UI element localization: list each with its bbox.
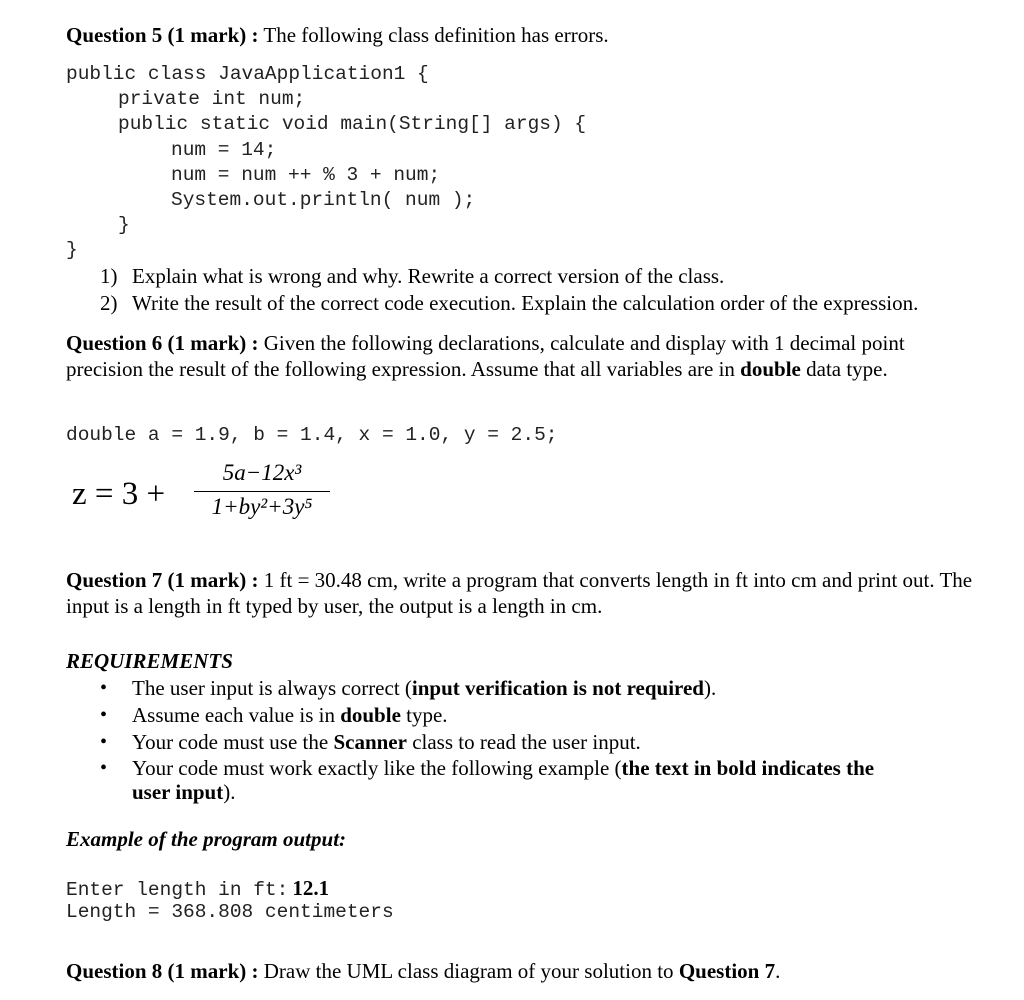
q8-text-b: . <box>775 959 781 983</box>
code-line-4: num = 14; <box>171 139 277 161</box>
q6-line-2 <box>66 356 888 382</box>
q5-item-2 <box>100 290 118 316</box>
q5-item-1-text: Explain what is wrong and why. Rewrite a correct version of the class. <box>132 264 725 288</box>
q6-line-1 <box>66 330 905 356</box>
req3-text-b: class to read the user input. <box>412 730 641 754</box>
q6-text-1: Given the following declarations, calculate and display with 1 decimal point <box>263 331 905 355</box>
code-line-1: public class JavaApplication1 { <box>66 63 429 85</box>
q8-heading: Question 8 (1 mark) : <box>66 959 259 983</box>
q5-heading: Question 5 (1 mark) : <box>66 23 259 47</box>
req1-text-b: ). <box>703 676 717 700</box>
requirement-4-line-2 <box>132 779 235 805</box>
q7-heading: Question 7 (1 mark) : <box>66 568 259 592</box>
requirement-2 <box>132 702 448 728</box>
q5-text: The following class definition has errors. <box>263 23 609 47</box>
q8-text-a: Draw the UML class diagram of your solution to <box>263 959 674 983</box>
q5-item-1 <box>100 263 118 289</box>
requirement-1 <box>132 675 716 701</box>
code-line-8: } <box>66 239 78 261</box>
formula-denominator: 1+by²+3y⁵ <box>211 494 313 519</box>
req4-text-b: ). <box>223 780 236 804</box>
requirement-3 <box>132 729 641 755</box>
code-line-7: } <box>118 214 130 236</box>
code-line-5: num = num ++ % 3 + num; <box>171 164 441 186</box>
q7-line-1 <box>66 567 972 593</box>
example-output-line-1 <box>66 875 329 903</box>
req4-bold-2: user input <box>132 780 224 804</box>
q8-bold: Question 7 <box>678 959 776 983</box>
q7-text-1: 1 ft = 30.48 cm, write a program that converts length in ft into cm and print out. The <box>263 568 973 592</box>
code-line-2: private int num; <box>118 88 306 110</box>
q7-text-2: input is a length in ft typed by user, the output is a length in cm. <box>66 594 603 618</box>
q6-heading: Question 6 (1 mark) : <box>66 331 259 355</box>
bullet-icon: • <box>100 677 108 699</box>
example-title: Example of the program output: <box>66 827 347 851</box>
q5-heading-line <box>66 22 609 48</box>
example-prompt: Enter length in ft: <box>66 879 289 901</box>
formula-lhs-text: z = 3 + <box>72 476 166 512</box>
bullet-icon: • <box>100 757 108 779</box>
q5-item-1-number: 1) <box>100 264 118 288</box>
requirements-title: REQUIREMENTS <box>66 649 233 673</box>
req3-bold: Scanner <box>333 730 407 754</box>
req3-text-a: Your code must use the <box>132 730 329 754</box>
fraction-bar <box>194 491 330 492</box>
bullet-icon: • <box>100 731 108 753</box>
code-line-3: public static void main(String[] args) { <box>118 113 587 135</box>
q8-line <box>66 958 780 984</box>
req4-bold-1: the text in bold indicates the <box>621 756 875 780</box>
q5-item-2-number: 2) <box>100 291 118 315</box>
q5-item-2-text: Write the result of the correct code execution. Explain the calculation order of the expression. <box>132 291 919 315</box>
req4-text-a: Your code must work exactly like the following example ( <box>132 756 622 780</box>
req2-text-b: type. <box>406 703 448 727</box>
req1-bold: input verification is not required <box>411 676 704 700</box>
example-user-input: 12.1 <box>292 876 330 900</box>
q6-text-2-bold: double <box>740 357 801 381</box>
bullet-icon: • <box>100 704 108 726</box>
q6-text-2b: data type. <box>806 357 888 381</box>
example-output-line-2: Length = 368.808 centimeters <box>66 901 394 923</box>
formula-lhs <box>72 476 165 512</box>
q6-declaration: double a = 1.9, b = 1.4, x = 1.0, y = 2.5; <box>66 424 558 446</box>
req2-text-a: Assume each value is in <box>132 703 335 727</box>
q6-text-2a: precision the result of the following expression. Assume that all variables are in <box>66 357 735 381</box>
req2-bold: double <box>340 703 401 727</box>
req1-text-a: The user input is always correct ( <box>132 676 412 700</box>
formula-numerator: 5a−12x³ <box>222 460 302 485</box>
requirement-4-line-1 <box>132 755 874 781</box>
code-line-6: System.out.println( num ); <box>171 189 476 211</box>
